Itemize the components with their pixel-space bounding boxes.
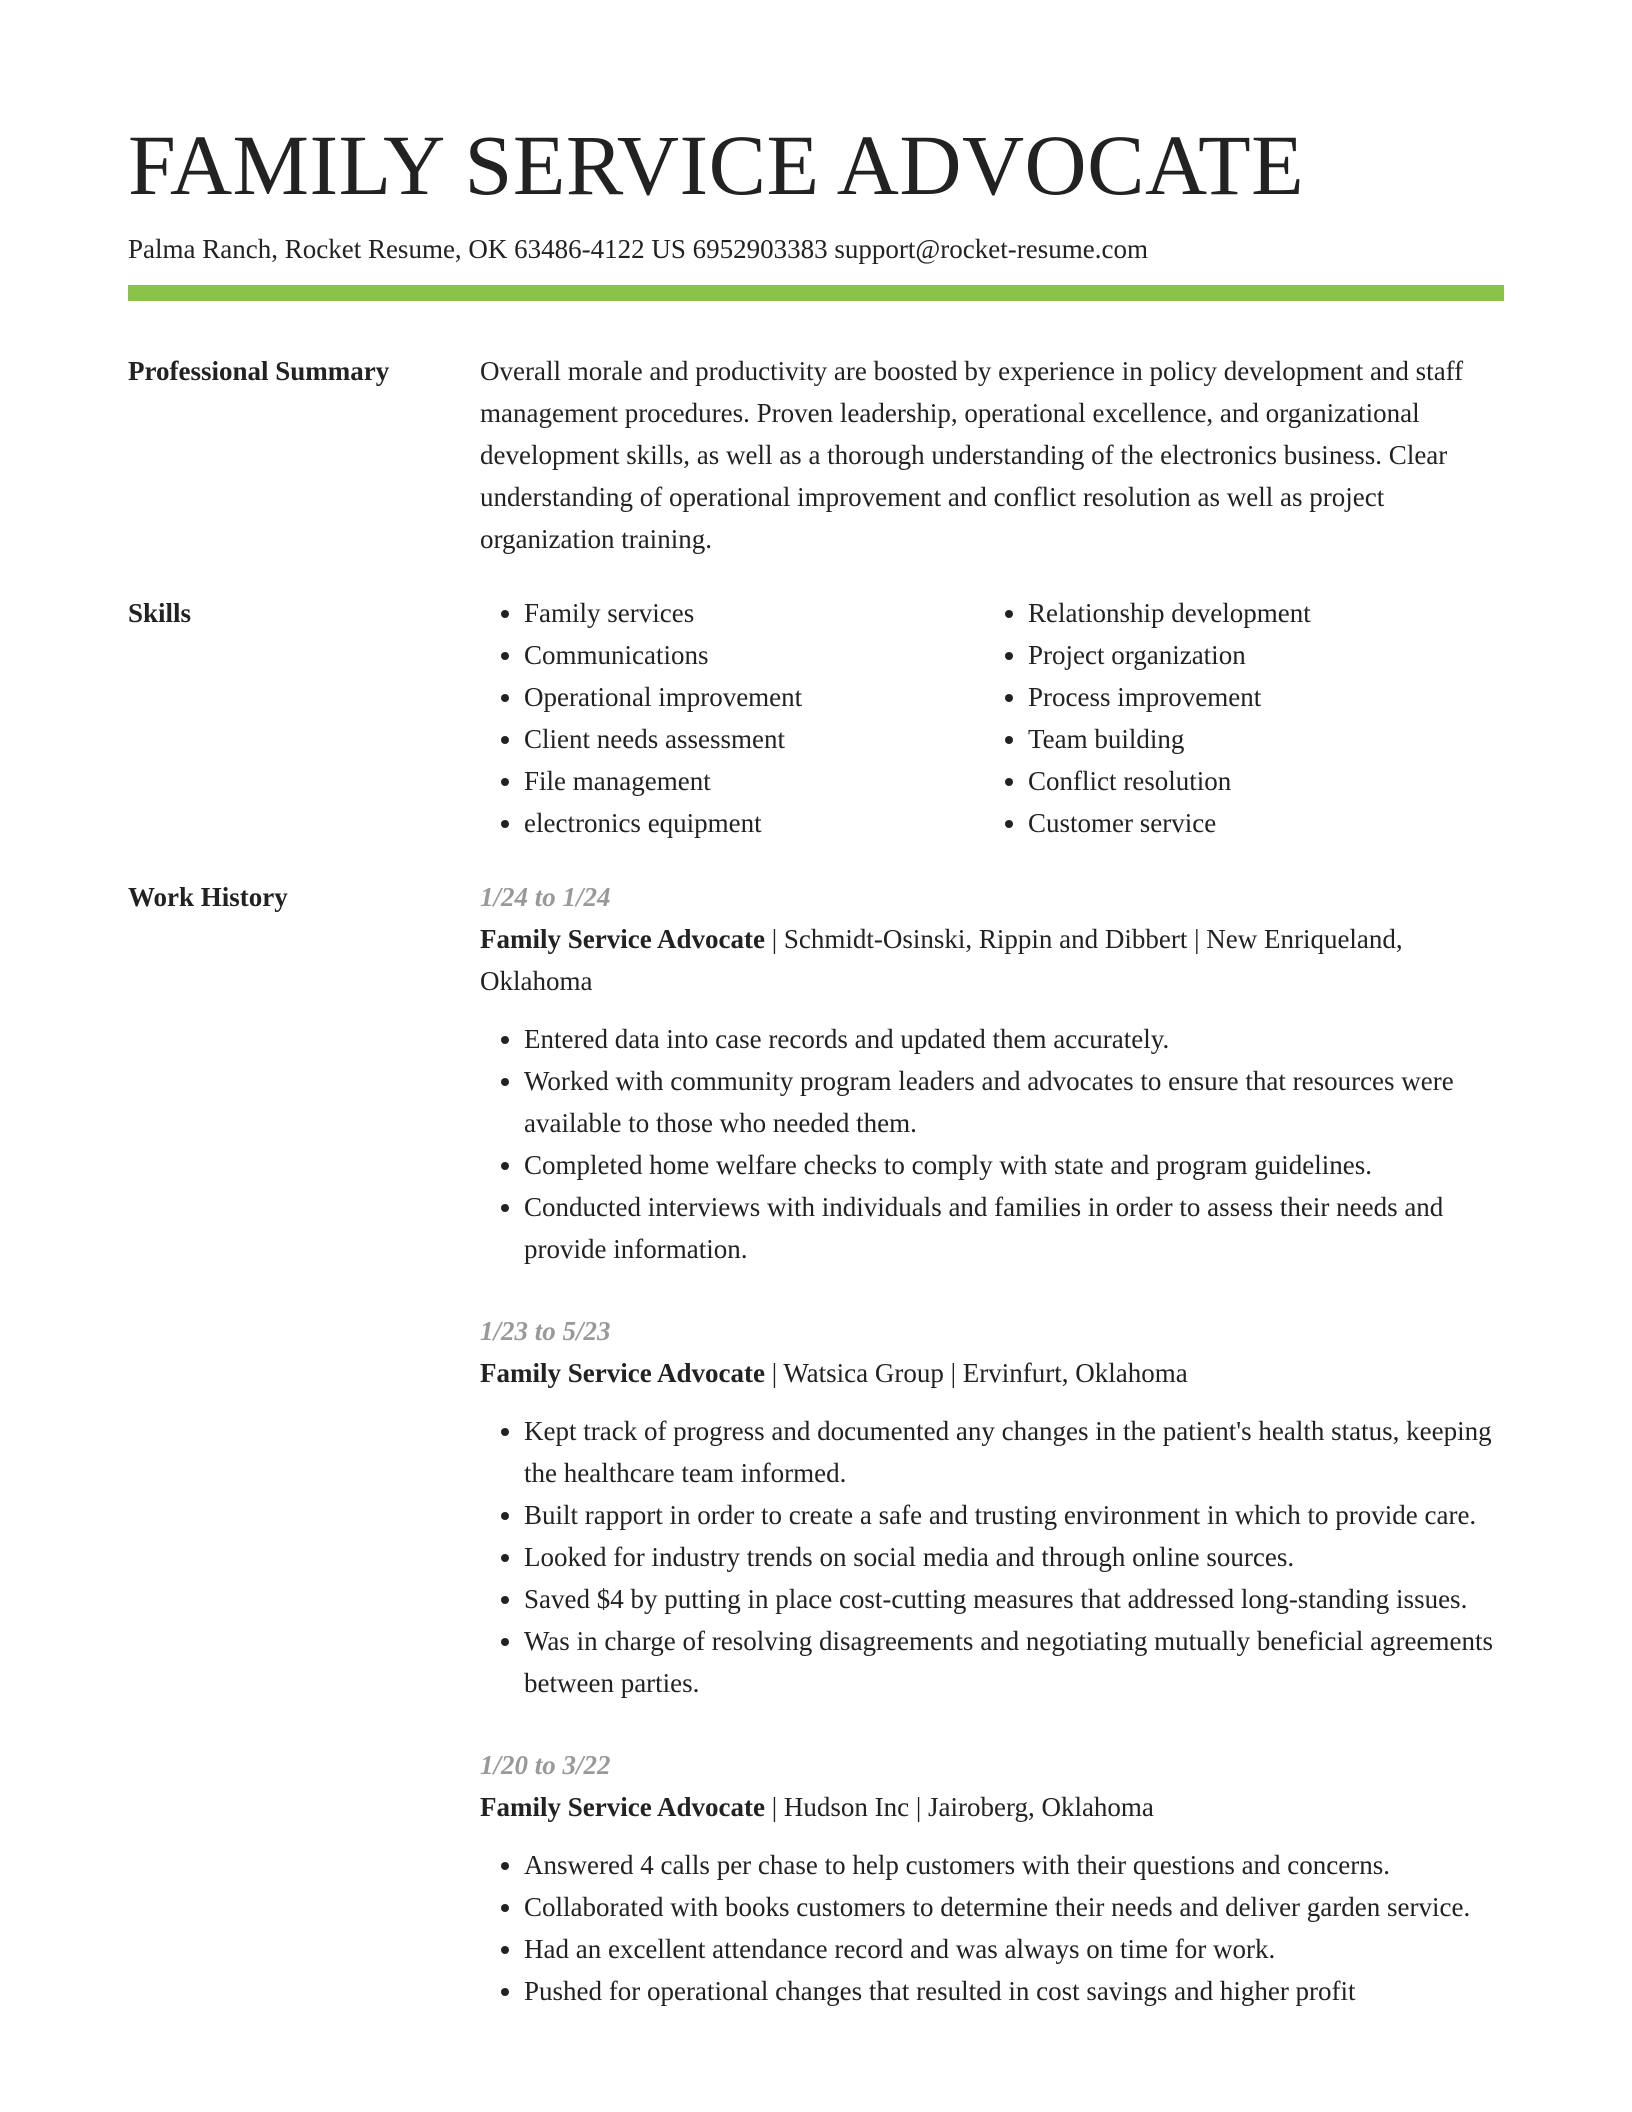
skill-item: • Customer service <box>1028 802 1504 844</box>
skill-item: • Operational improvement <box>524 676 984 718</box>
skill-item: • Client needs assessment <box>524 718 984 760</box>
skill-item: • Relationship development <box>1028 592 1504 634</box>
job-bullet: • Looked for industry trends on social media and through online sources. <box>524 1536 1504 1578</box>
skills-section <box>128 592 1504 844</box>
resume-title: FAMILY SERVICE ADVOCATE <box>128 117 1305 213</box>
job-entry <box>480 1744 1504 2012</box>
job-title: Family Service Advocate <box>480 924 765 954</box>
job-bullet: • Kept track of progress and documented any changes in the patient's health status, keeping the healthcare team informed. <box>524 1410 1504 1494</box>
job-title: Family Service Advocate <box>480 1358 765 1388</box>
skill-item: • electronics equipment <box>524 802 984 844</box>
job-heading <box>480 1352 1504 1394</box>
skill-item: • Process improvement <box>1028 676 1504 718</box>
job-title: Family Service Advocate <box>480 1792 765 1822</box>
job-bullet: • Conducted interviews with individuals and families in order to assess their needs and provide information. <box>524 1186 1504 1270</box>
job-bullets <box>480 1018 1504 1270</box>
job-dates: 1/24 to 1/24 <box>480 882 611 912</box>
job-bullet: • Worked with community program leaders and advocates to ensure that resources were available to those who needed them. <box>524 1060 1504 1144</box>
job-entry <box>480 876 1504 1270</box>
summary-text: Overall morale and productivity are boosted by experience in policy development and staff management procedures. Proven leadership, operational excellence, and organizational development skills, as well as a thorough understanding of the electronics business. Clear understanding of operational improvement and conflict resolution as well as project organization training. <box>480 356 1464 554</box>
job-bullet: • Collaborated with books customers to determine their needs and deliver garden service. <box>524 1886 1504 1928</box>
job-bullet: • Pushed for operational changes that resulted in cost savings and higher profit <box>524 1970 1504 2012</box>
job-heading <box>480 918 1504 1002</box>
skill-item: • Project organization <box>1028 634 1504 676</box>
job-dates: 1/23 to 5/23 <box>480 1316 611 1346</box>
job-bullet: • Answered 4 calls per chase to help customers with their questions and concerns. <box>524 1844 1504 1886</box>
accent-divider <box>128 285 1504 301</box>
job-company-location: | Hudson Inc | Jairoberg, Oklahoma <box>764 1792 1154 1822</box>
job-bullet: • Saved $4 by putting in place cost-cutting measures that addressed long-standing issues. <box>524 1578 1504 1620</box>
skill-item: • Family services <box>524 592 984 634</box>
job-heading <box>480 1786 1504 1828</box>
skill-item: • Team building <box>1028 718 1504 760</box>
job-bullet: • Built rapport in order to create a safe and trusting environment in which to provide care. <box>524 1494 1504 1536</box>
skill-item: • Conflict resolution <box>1028 760 1504 802</box>
professional-summary-section <box>128 350 1504 560</box>
job-bullets <box>480 1844 1504 2012</box>
contact-line: Palma Ranch, Rocket Resume, OK 63486-4122 US 6952903383 support@rocket-resume.com <box>128 234 1148 264</box>
work-history-section <box>128 876 1504 2052</box>
job-bullet: • Entered data into case records and updated them accurately. <box>524 1018 1504 1060</box>
job-bullet: • Was in charge of resolving disagreements and negotiating mutually beneficial agreements between parties. <box>524 1620 1504 1704</box>
skill-item: • Communications <box>524 634 984 676</box>
skills-list-right <box>984 592 1504 844</box>
job-company-location: | Watsica Group | Ervinfurt, Oklahoma <box>764 1358 1188 1388</box>
skills-grid <box>480 592 1504 844</box>
skill-item: • File management <box>524 760 984 802</box>
section-label-summary: Professional Summary <box>128 356 390 386</box>
section-label-work-history: Work History <box>128 882 288 912</box>
resume-content <box>128 350 1504 2084</box>
job-bullet: • Completed home welfare checks to comply with state and program guidelines. <box>524 1144 1504 1186</box>
skills-list-left <box>480 592 984 844</box>
job-bullets <box>480 1410 1504 1704</box>
summary-body <box>480 350 1504 560</box>
job-company-location: | Schmidt-Osinski, Rippin and Dibbert | New Enriqueland, Oklahoma <box>480 924 1403 996</box>
job-entry <box>480 1310 1504 1704</box>
job-bullet: • Had an excellent attendance record and was always on time for work. <box>524 1928 1504 1970</box>
job-dates: 1/20 to 3/22 <box>480 1750 611 1780</box>
section-label-skills: Skills <box>128 598 192 628</box>
work-history-body <box>480 876 1504 2052</box>
